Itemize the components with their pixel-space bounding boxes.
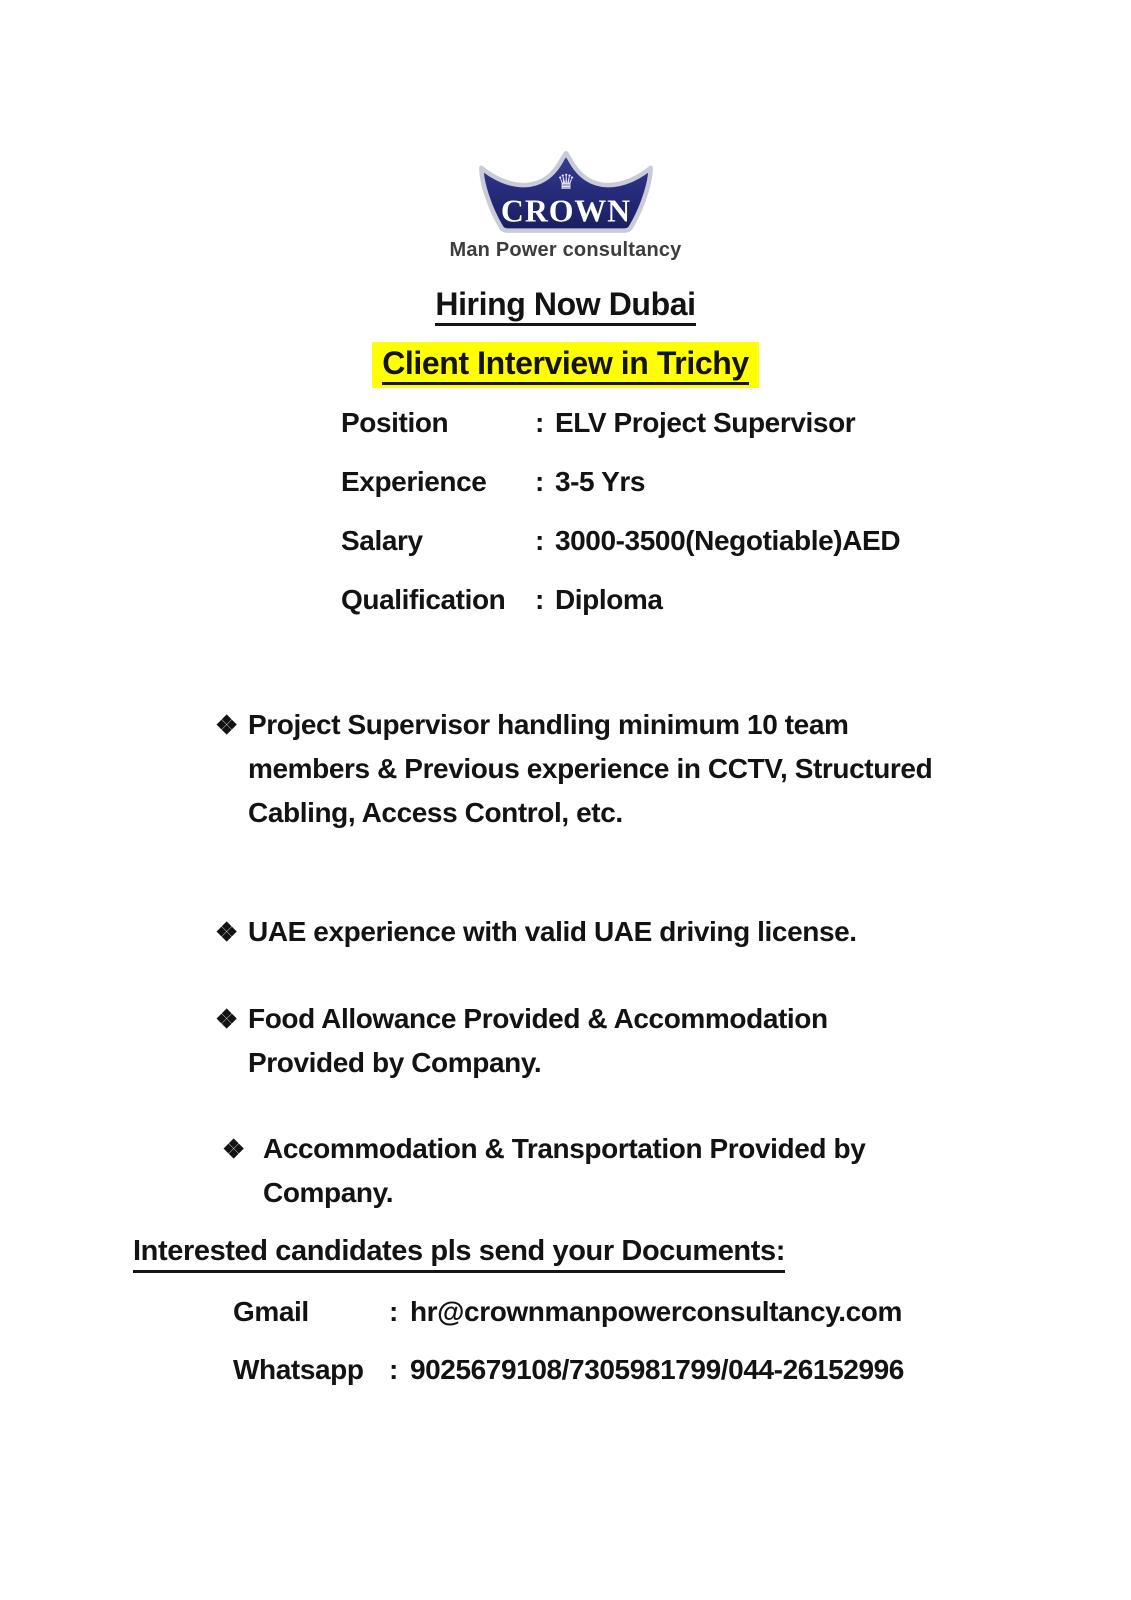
detail-row-experience (341, 467, 1131, 497)
detail-value: 3000-3500(Negotiable)AED (554, 525, 901, 556)
detail-label: Experience (341, 466, 487, 497)
logo-tagline: Man Power consultancy (449, 239, 682, 261)
brand-text: CROWN (500, 193, 631, 229)
contact-phone-value: 9025679108/7305981799/044-26152996 (409, 1354, 904, 1385)
requirement-item (215, 997, 1131, 1085)
requirement-text (263, 1127, 865, 1215)
requirement-item (215, 910, 1131, 954)
contact-row-whatsapp (233, 1353, 1131, 1387)
contact-row-gmail (233, 1295, 1131, 1329)
contact-label: Whatsapp (233, 1354, 364, 1385)
requirement-line: Accommodation & Transportation Provided by (263, 1133, 866, 1164)
diamond-bullet-icon: ❖ (215, 1004, 239, 1034)
page-title: Hiring Now Dubai (435, 288, 695, 326)
diamond-bullet-icon: ❖ (215, 917, 239, 947)
page-subtitle: Client Interview in Trichy (382, 347, 749, 385)
requirement-line: Project Supervisor handling minimum 10 team (248, 709, 849, 740)
contact-section (233, 1295, 1131, 1387)
job-details-section (341, 408, 1131, 615)
contact-separator: : (389, 1354, 398, 1385)
detail-label: Salary (341, 525, 423, 556)
detail-row-position (341, 408, 1131, 438)
contact-heading: Interested candidates pls send your Documents: (133, 1235, 785, 1273)
requirement-item (222, 1127, 1131, 1215)
requirement-item (215, 703, 1131, 835)
crown-logo (475, 146, 657, 237)
detail-value: ELV Project Supervisor (554, 407, 856, 438)
detail-separator: : (535, 584, 544, 615)
detail-separator: : (535, 525, 544, 556)
requirement-line: Cabling, Access Control, etc. (248, 797, 623, 828)
subtitle-highlight (372, 342, 759, 388)
diamond-bullet-icon: ❖ (222, 1134, 246, 1164)
detail-separator: : (535, 466, 544, 497)
contact-label: Gmail (233, 1296, 309, 1327)
logo-block (0, 0, 1131, 262)
detail-label: Position (341, 407, 449, 438)
detail-label: Qualification (341, 584, 506, 615)
contact-email-value: hr@crownmanpowerconsultancy.com (409, 1296, 902, 1327)
crown-mini-icon: ♛ (556, 169, 575, 194)
detail-row-salary (341, 526, 1131, 556)
requirement-line: UAE experience with valid UAE driving license. (248, 916, 857, 947)
requirement-line: Food Allowance Provided & Accommodation (248, 1003, 828, 1034)
requirement-line: members & Previous experience in CCTV, Structured (248, 753, 933, 784)
detail-separator: : (535, 407, 544, 438)
detail-value: 3-5 Yrs (554, 466, 646, 497)
requirement-text (248, 703, 932, 835)
detail-row-qualification (341, 585, 1131, 615)
requirement-text (248, 997, 828, 1085)
requirement-line: Company. (263, 1177, 394, 1208)
requirement-text (248, 910, 857, 954)
diamond-bullet-icon: ❖ (215, 710, 239, 740)
requirement-line: Provided by Company. (248, 1047, 542, 1078)
detail-value: Diploma (554, 584, 663, 615)
contact-separator: : (389, 1296, 398, 1327)
requirements-list (215, 703, 1131, 1215)
